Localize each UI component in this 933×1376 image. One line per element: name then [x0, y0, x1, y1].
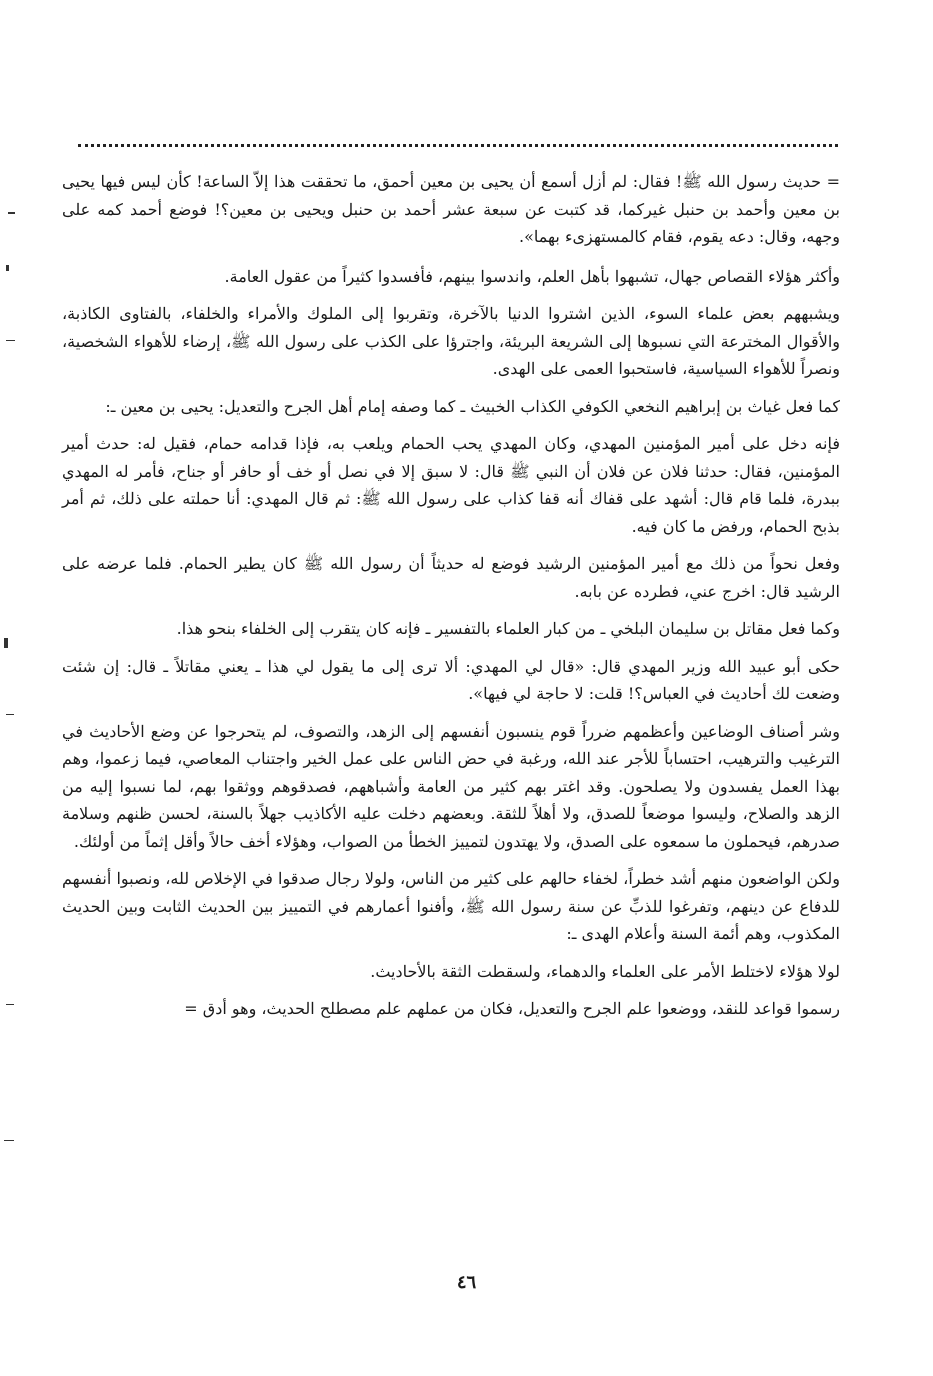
body-text [62, 168, 840, 1033]
dotted-separator [78, 144, 838, 147]
paragraph-3: ويشبههم بعض علماء السوء، الذين اشتروا الدنيا بالآخرة، وتقربوا إلى الملوك والأمراء والخلفاء، بالفتاوى الكاذبة، والأقوال المخترعة التي نسبوها إلى الشريعة البريئة، واجترؤا على الكذب على رسول الله ﷺ، إرضاء للأهواء الشخصية، ونصراً للأهواء السياسية، فاستحبوا العمى على الهدى. [62, 304, 840, 378]
paragraph-7: وكما فعل مقاتل بن سليمان البلخي ـ من كبار العلماء بالتفسير ـ فإنه كان يتقرب إلى الخلفاء بنحو هذا. [176, 619, 840, 638]
scan-mark [4, 638, 8, 648]
paragraph-9: وشر أصناف الوضاعين وأعظمهم ضرراً قوم ينسبون أنفسهم إلى الزهد، والتصوف، لم يتحرجوا عن وضع الأحاديث في الترغيب والترهيب، احتساباً للأجر عند الله، ورغبة في حض الناس على عمل الخير واجتناب المعاصي، فيما زعموا، وهم بهذا العمل يفسدون ولا يصلحون. وقد اغتر بهم كثير من العامة وأشباههم، فصدقوهم ووثقوا بهم، لما نسبوا إليه من الزهد والصلاح، وليسوا موضعاً للصدق، ولا أهلاً للثقة. وبعضهم دخلت عليه الأكاذيب جهلاً بالسنة، لحسن ظنهم وسلامة صدرهم، فيحملون ما سمعوه على الصدق، ولا يهتدون لتمييز الخطأ من الصواب، وهؤلاء أخف حالاً وأقل إثماً من أولئك. [62, 721, 841, 851]
scan-mark [6, 714, 14, 715]
scan-mark [8, 212, 15, 214]
paragraph-4: كما فعل غياث بن إبراهيم النخعي الكوفي الكذاب الخبيث ـ كما وصفه إمام أهل الجرح والتعديل: يحيى بن معين ـ: [105, 396, 840, 416]
scan-mark [6, 340, 15, 341]
scan-mark [6, 1004, 14, 1005]
paragraph-8: حكى أبو عبيد الله وزير المهدي قال: «قال لي المهدي: ألا ترى إلى ما يقول لي هذا ـ يعني مقاتلاً ـ قال: إن شئت وضعت لك أحاديث في العباس؟! قلت: لا حاجة لي فيها». [62, 656, 840, 703]
page-number: ٤٦ [456, 1272, 477, 1293]
paragraph-5: فإنه دخل على أمير المؤمنين المهدي، وكان المهدي يحب الحمام ويلعب به، فإذا قدامه حمام، فقيل له: حدث أمير المؤمنين، فقال: حدثنا فلان عن فلان أن النبي ﷺ قال: لا سبق إلا في نصل أو خف أو حافر أو جناح، فأمر له المهدي ببدرة، فلما قام قال: أشهد على قفاك أنه قفا كذاب على رسول الله ﷺ: ثم قال المهدي: أنا حملته على ذلك، ثم أمر بذبح الحمام، ورفض ما كان فيه. [62, 434, 841, 536]
paragraph-10: ولكن الواضعون منهم أشد خطراً، لخفاء حالهم على كثير من الناس، ولولا رجال صدقوا في الإخلاص لله، ونصبوا أنفسهم للدفاع عن دينهم، وتفرغوا للذبِّ عن سنة رسول الله ﷺ، وأفنوا أعمارهم في التمييز بين الحديث الثابت وبين الحديث المكذوب، وهم أئمة السنة وأعلام الهدى ـ: [62, 869, 840, 943]
paragraph-11: لولا هؤلاء لاختلط الأمر على العلماء والدهماء، ولسقطت الثقة بالأحاديث. [370, 961, 840, 981]
paragraph-6: وفعل نحواً من ذلك مع أمير المؤمنين الرشيد فوضع له حديثاً أن رسول الله ﷺ كان يطير الحمام. فلما عرضه على الرشيد قال: اخرج عني، فطرده عن بابه. [62, 554, 840, 601]
paragraph-2: وأكثر هؤلاء القصاص جهال، تشبهوا بأهل العلم، واندسوا بينهم، فأفسدوا كثيراً من عقول العامة. [224, 266, 840, 286]
scan-mark [4, 1140, 14, 1141]
scan-mark [6, 265, 9, 271]
paragraph-1: = حديث رسول الله ﷺ! فقال: لم أزل أسمع أن يحيى بن معين أحمق، ما تحققت هذا إلاّ الساعة! كأن ليس فيها يحيى بن معين وأحمد بن حنبل غيركما، قد كتبت عن سبعة عشر أحمد بن حنبل ويحيى بن معين؟! فوضع أحمد كمه على وجهه، وقال: دعه يقوم، فقام كالمستهزىء بهما». [62, 172, 841, 246]
paragraph-12: رسموا قواعد للنقد، ووضعوا علم الجرح والتعديل، فكان من عملهم علم مصطلح الحديث، وهو أدق = [184, 999, 840, 1018]
